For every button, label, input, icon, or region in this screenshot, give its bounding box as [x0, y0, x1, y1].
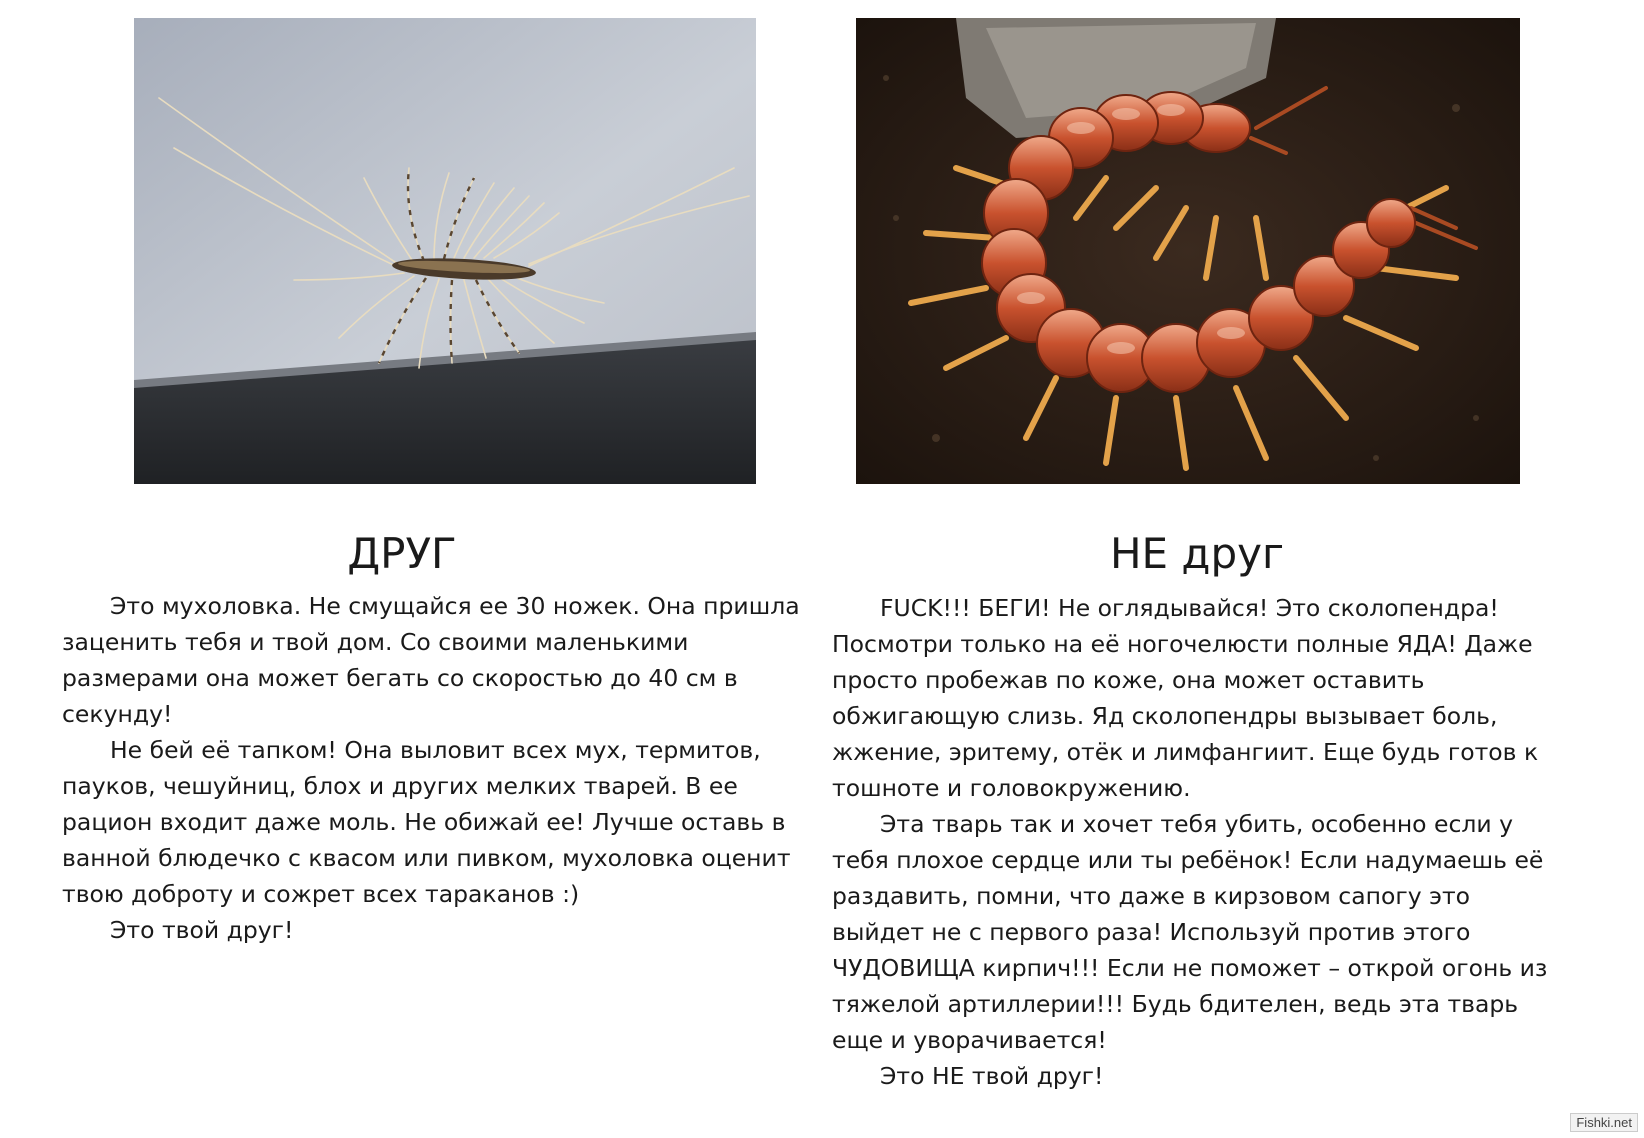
house-centipede-photo — [134, 18, 756, 484]
friend-heading: ДРУГ — [347, 529, 457, 578]
friend-paragraph-1: Это мухоловка. Не смущайся ее 30 ножек. Она пришла заценить тебя и твой дом. Со своими маленькими размерами она может бегать со скоростью до 40 см в секунду! — [62, 592, 800, 728]
not-friend-paragraph-1: FUCK!!! БЕГИ! Не оглядывайся! Это сколопендра! Посмотри только на её ногочелюсти полные ЯДА! Даже просто пробежав по коже, она может оставить обжигающую слизь. Яд сколопендры вызывает боль, жжение, эритему, отёк и лимфангиит. Еще будь готов к тошноте и головокружению. — [832, 594, 1539, 802]
not-friend-paragraph-3: Это НЕ твой друг! — [880, 1062, 1104, 1090]
scolopendra-photo — [856, 18, 1520, 484]
not-friend-description — [832, 590, 1552, 1094]
friend-description — [62, 588, 802, 948]
not-friend-heading: НЕ друг — [1109, 529, 1285, 578]
watermark: Fishki.net — [1570, 1113, 1638, 1132]
not-friend-paragraph-2: Эта тварь так и хочет тебя убить, особенно если у тебя плохое сердце или ты ребёнок! Если надумаешь её раздавить, помни, что даже в кирзовом сапогу это выйдет не с первого раза! Используй против этого ЧУДОВИЩА кирпич!!! Если не поможет – открой огонь из тяжелой артиллерии!!! Будь бдителен, ведь эта тварь еще и уворачивается! — [832, 810, 1548, 1054]
friend-paragraph-3: Это твой друг! — [110, 916, 294, 944]
friend-paragraph-2: Не бей её тапком! Она выловит всех мух, термитов, пауков, чешуйниц, блох и других мелких тварей. В ее рацион входит даже моль. Не обижай ее! Лучше оставь в ванной блюдечко с квасом или пивком, мухоловка оценит твою доброту и сожрет всех тараканов :) — [62, 736, 791, 908]
